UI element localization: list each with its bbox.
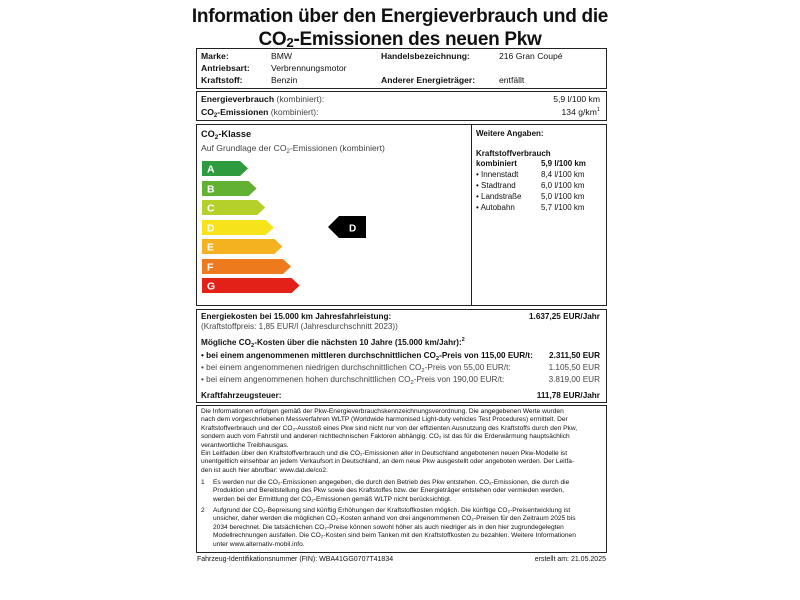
footnote-2-l2: unsicher, daher werden die möglichen CO₂-Kosten anhand von drei angenommenen CO₂-Preisen für den Zeitraum 2025 bis: [213, 515, 576, 523]
footnote-2-l1: Aufgrund der CO₂-Bepreisung sind künftig Erhöhungen der Kraftstoffkosten möglich. Die künftige CO₂-Preisentwicklung ist: [213, 507, 571, 514]
class-bar-d: [202, 220, 274, 235]
marker-arrow-shape: [328, 216, 366, 238]
info-p1-l5: verantwortliche Treibhausgas.: [201, 441, 289, 449]
class-bar-f: [202, 259, 291, 274]
weitere-row-label: • Autobahn: [476, 203, 515, 212]
class-bar-letter-d: D: [207, 222, 215, 234]
footnote-2-l5: unter www.alternativ-mobil.info.: [213, 540, 305, 548]
footnote-1-l3: werden bei der Ermittlung der CO₂-Emissionen gemäß WLTP nicht berücksichtigt.: [213, 495, 452, 503]
co2-hoch-label: • bei einem angenommenen hohen durchschnittlichen $CO_2$-Preis von 190,00 EUR/t:: [201, 375, 505, 386]
class-bar-letter-f: F: [207, 261, 214, 273]
kraftstoff-label: Kraftstoff:: [201, 75, 243, 85]
info-p1-l1: Die Informationen erfolgen gemäß der Pkw-Energieverbrauchskennzeichnungsverordnung. Die angegebenen Werte wurden: [201, 408, 564, 415]
energie-value: 1.637,25 EUR/Jahr: [528, 312, 600, 321]
weitere-row-label: • Stadtrand: [476, 181, 516, 190]
vehicle-info-box: [196, 48, 607, 89]
fin: Fahrzeug-Identifikationsnummer (FIN): WBA41GG0707T41834: [197, 556, 394, 563]
info-p1-l4: sondern auch vom Fahrstil und anderen nichttechnischen Faktoren abhängig. CO₂ ist das für die Erderwärmung hauptsächlich: [201, 433, 570, 441]
steuer-label: Kraftfahrzeugsteuer:: [201, 391, 282, 400]
class-bar-a: [202, 161, 248, 176]
class-subtitle: Auf Grundlage der $CO_2$-Emissionen (kombiniert): [201, 143, 385, 155]
active-class-marker: [328, 216, 366, 238]
handel-label: Handelsbezeichnung:: [381, 51, 470, 61]
class-bar-shape-f: [202, 259, 291, 274]
energie-label: Energiekosten bei 15.000 km Jahresfahrleistung:: [201, 312, 392, 321]
co2-kosten-heading: Mögliche $CO_2$-Kosten über die nächsten 10 Jahre (15.000 km/Jahr):$^2$: [201, 337, 465, 349]
footnote-2-l4: Modellrechnungen ausfallen. Die CO₂-Kosten sind beim Tanken mit den Kraftstoffkosten zu bezahlen. Weitere Informationen: [213, 532, 576, 540]
costs-box: [196, 309, 607, 403]
footnote-2-l3: 2034 berechnet. Die tatsächlichen CO₂-Preise können sowohl höher als auch niedriger als in den hier zugrundegelegten: [213, 523, 564, 531]
class-divider: [471, 125, 472, 305]
verbrauch-label: Energieverbrauch (kombiniert):: [201, 94, 325, 104]
page-title-line2: $CO_2$-Emissionen des neuen Pkw: [258, 29, 542, 50]
info-p1-l3: Kraftstoffverbrauch und der CO₂-Ausstoß eines Pkw sind nicht nur von der effizienten Ausnutzung des Kraftstoffs durch den Pkw,: [201, 424, 578, 432]
weitere-row-value: 5,0 l/100 km: [541, 192, 585, 201]
co2-value: 134 $g/km^1$: [561, 107, 600, 117]
class-bar-letter-b: B: [207, 183, 215, 195]
class-bar-shape-g: [202, 278, 300, 293]
kv-label-2: kombiniert: [476, 158, 517, 168]
marke-label: Marke:: [201, 51, 229, 61]
footnote-1-number: 1: [201, 479, 205, 486]
kv-value: 5,9 l/100 km: [541, 158, 586, 168]
kv-label-1: Kraftstoffverbrauch: [476, 149, 551, 158]
energie-note: (Kraftstoffpreis: 1,85 EUR/l (Jahresdurchschnitt 2023)): [201, 322, 398, 331]
class-bar-letter-g: G: [207, 280, 216, 293]
steuer-value: 111,78 EUR/Jahr: [536, 391, 600, 400]
info-p1-l2: nach dem vorgeschriebenen Messverfahren WLTP (Worldwide harmonised Light-duty vehicles Test Procedures) ermittelt. Der: [201, 416, 568, 424]
info-p2-l1: Ein Leitfaden über den Kraftstoffverbrauch und die CO₂-Emissionen aller in Deutschland angebotenen neuen Pkw-Modelle ist: [201, 450, 568, 457]
class-bar-e: [202, 239, 282, 254]
antrieb-label: Antriebsart:: [201, 63, 250, 73]
weitere-row-label: • Landstraße: [476, 192, 522, 201]
class-bar-shape-e: [202, 239, 282, 254]
class-bar-b: [202, 181, 257, 196]
info-p2-l3: den ist auch hier abrufbar: www.dat.de/co2.: [201, 466, 328, 474]
weitere-row-value: 8,4 l/100 km: [541, 170, 585, 179]
marke-value: BMW: [271, 51, 293, 61]
co2-label: $CO_2$-Emissionen (kombiniert):: [201, 107, 319, 119]
footnote-1-l2: Produktion und Bereitstellung des Pkw sowie des Kraftstoffes bzw. der Energieträger entstehen oder vermieden werden,: [213, 487, 565, 495]
andere-label: Anderer Energieträger:: [381, 75, 476, 85]
class-title: $CO_2$-Klasse: [201, 129, 252, 141]
erstellt: erstellt am: 21.05.2025: [534, 556, 606, 563]
weitere-title: Weitere Angaben:: [476, 129, 544, 138]
class-bar-letter-c: C: [207, 202, 215, 215]
class-bar-c: [202, 200, 265, 215]
footnote-2-number: 2: [201, 507, 205, 514]
co2-niedrig-value: 1.105,50 EUR: [548, 363, 600, 372]
verbrauch-value: 5,9 l/100 km: [553, 94, 600, 104]
info-box: [196, 405, 607, 553]
co2-mittel-value: 2.311,50 EUR: [549, 351, 600, 360]
co2-hoch-value: 3.819,00 EUR: [548, 375, 600, 384]
weitere-row-label: • Innenstadt: [476, 170, 519, 179]
co2-mittel-label: • bei einem angenommenen mittleren durchschnittlichen $CO_2$-Preis von 115,00 EUR/t:: [201, 351, 533, 362]
class-bar-letter-e: E: [207, 241, 215, 254]
co2-class-box: [196, 124, 607, 306]
co2-niedrig-label: • bei einem angenommenen niedrigen durchschnittlichen $CO_2$-Preis von 55,00 EUR/t:: [201, 363, 511, 374]
antrieb-value: Verbrennungsmotor: [271, 63, 347, 73]
handel-value: 216 Gran Coupé: [499, 51, 563, 61]
kraftstoff-value: Benzin: [271, 75, 298, 85]
page-title-line1: Information über den Energieverbrauch und die: [191, 6, 609, 27]
weitere-row-value: 6,0 l/100 km: [541, 181, 585, 190]
footnote-1-l1: Es werden nur die CO₂-Emissionen angegeben, die durch den Betrieb des Pkw entstehen. CO₂-Emissionen, die durch die: [213, 479, 570, 486]
andere-value: entfällt: [499, 75, 525, 85]
marker-letter: D: [349, 223, 357, 235]
info-p2-l2: unentgeltlich einsehbar an jedem Verkaufsort in Deutschland, an dem neue Pkw ausgestellt oder angeboten werden. Der Leitfa-: [201, 458, 575, 466]
weitere-row-value: 5,7 l/100 km: [541, 203, 585, 212]
class-bar-letter-a: A: [207, 163, 215, 176]
class-bar-g: [202, 278, 300, 293]
summary-box: [196, 91, 607, 121]
